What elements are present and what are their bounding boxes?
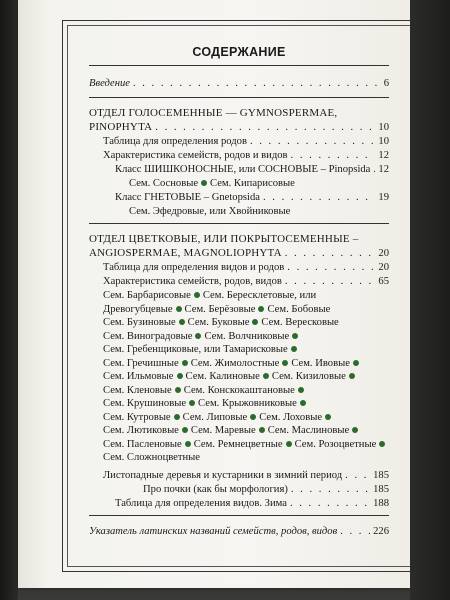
family-line	[103, 330, 301, 343]
toc-entry-page: 185	[373, 484, 389, 495]
family-line	[129, 205, 290, 218]
leader-dots	[291, 149, 376, 162]
toc-entry-page: 20	[378, 248, 389, 259]
toc-entry-label: Характеристика семейств, родов и видов	[103, 150, 288, 161]
toc-entry-page: 185	[373, 470, 389, 481]
family-entry[interactable]: Сем. Ильмовые	[103, 371, 174, 382]
family-line	[129, 177, 295, 190]
toc-entry-label: Класс ШИШКОНОСНЫЕ, или СОСНОВЫЕ – Pinopsida	[115, 164, 371, 175]
part1-heading-line2: PINOPHYTA	[89, 121, 153, 133]
toc-entry-part1[interactable]	[89, 121, 389, 134]
family-line	[103, 303, 330, 316]
toc-entry-label: Таблица для определения видов и родов	[103, 262, 285, 273]
toc-entry-label: Характеристика семейств, родов, видов	[103, 276, 282, 287]
bullet-icon	[175, 387, 181, 393]
toc-entry-label: Указатель латинских названий семейств, родов, видов	[89, 526, 338, 537]
bullet-icon	[250, 414, 256, 420]
toc-entry-page: 12	[378, 164, 389, 175]
family-entry[interactable]: Сем. Барбарисовые	[103, 290, 191, 301]
bullet-icon	[185, 441, 191, 447]
toc-entry-buds[interactable]	[143, 483, 389, 496]
family-entry[interactable]: Сем. Кутровые	[103, 411, 171, 423]
leader-dots	[133, 77, 381, 90]
bullet-icon	[353, 360, 359, 366]
leader-dots	[155, 121, 375, 134]
family-line	[103, 411, 334, 424]
toc-entry-class-gnetopsida[interactable]	[115, 191, 389, 204]
bullet-icon	[182, 360, 188, 366]
family-entry[interactable]: Сем. Кизиловые	[271, 371, 346, 382]
bullet-icon	[201, 180, 207, 186]
toc-entry-page: 20	[378, 262, 389, 273]
family-line	[103, 343, 300, 356]
family-entry[interactable]: Сем. Бобовые	[267, 303, 331, 315]
toc-entry-characteristics[interactable]	[103, 149, 389, 162]
family-entry[interactable]: Сем. Ивовые	[291, 357, 350, 369]
toc-entry-characteristics-2[interactable]	[103, 275, 389, 288]
part1-heading-line1[interactable]: ОТДЕЛ ГОЛОСЕМЕННЫЕ — GYMNOSPERMAE,	[89, 107, 338, 119]
family-line	[103, 451, 200, 464]
bullet-icon	[352, 427, 358, 433]
bullet-icon	[176, 306, 182, 312]
book-edge-shadow	[410, 0, 450, 600]
family-line	[103, 357, 362, 370]
book-spine-shadow	[0, 0, 18, 600]
family-entry[interactable]: Сем. Сложноцветные	[103, 452, 200, 463]
toc-entry-label: Введение	[89, 78, 130, 89]
leader-dots	[285, 247, 376, 260]
toc-entry-page: 65	[378, 276, 389, 287]
bullet-icon	[179, 319, 185, 325]
family-line	[103, 397, 309, 410]
family-entry[interactable]: Сем. Лоховые	[259, 411, 323, 423]
family-entry[interactable]: Сем. Жимолостные	[190, 357, 280, 369]
family-entry[interactable]: Древогубцевые	[103, 303, 173, 315]
family-entry[interactable]: Сем. Ремнецветные	[193, 438, 283, 450]
family-entry[interactable]: Сем. Бересклетовые, или	[202, 290, 317, 301]
toc-entry-label: Про почки (как бы морфология)	[143, 484, 288, 495]
bullet-icon	[379, 441, 385, 447]
family-entry[interactable]: Сем. Волчниковые	[204, 330, 290, 342]
bullet-icon	[349, 373, 355, 379]
bullet-icon	[174, 414, 180, 420]
toc-entry-page: 10	[378, 136, 389, 147]
family-entry[interactable]: Сем. Эфедровые, или Хвойниковые	[129, 206, 291, 217]
toc-entry-winter[interactable]	[103, 469, 389, 482]
family-entry[interactable]: Сем. Липовые	[182, 411, 248, 423]
family-line	[103, 289, 316, 302]
family-entry[interactable]: Сем. Вересковые	[261, 317, 339, 328]
family-entry[interactable]: Сем. Гречишные	[103, 357, 179, 369]
bullet-icon	[300, 400, 306, 406]
bullet-icon	[258, 306, 264, 312]
bullet-icon	[292, 333, 298, 339]
toc-entry-page: 12	[378, 150, 389, 161]
bullet-icon	[195, 333, 201, 339]
toc-entry-page: 10	[378, 122, 389, 133]
toc-entry-page: 188	[373, 498, 389, 509]
family-entry[interactable]: Сем. Буковые	[187, 317, 250, 328]
family-entry[interactable]: Сем. Сосновые	[129, 178, 199, 189]
toc-entry-label: Таблица для определения видов. Зима	[115, 498, 287, 509]
part2-heading-line1[interactable]: ОТДЕЛ ЦВЕТКОВЫЕ, ИЛИ ПОКРЫТОСЕМЕННЫЕ –	[89, 233, 359, 245]
page-border-frame	[62, 20, 416, 572]
family-entry[interactable]: Сем. Лютиковые	[103, 425, 179, 436]
leader-dots	[291, 483, 370, 496]
family-entry[interactable]: Сем. Маслиновые	[267, 425, 350, 436]
leader-dots	[287, 261, 375, 274]
section-rule	[89, 223, 389, 224]
page-title: СОДЕРЖАНИЕ	[192, 45, 286, 59]
family-entry[interactable]: Сем. Кленовые	[103, 384, 172, 396]
leader-dots	[263, 191, 375, 204]
toc-entry-label: Листопадные деревья и кустарники в зимний период	[103, 470, 343, 481]
section-rule	[89, 515, 389, 516]
bullet-icon	[252, 319, 258, 325]
family-entry[interactable]: Сем. Крыжовниковые	[198, 398, 297, 409]
family-line	[103, 370, 358, 383]
family-entry[interactable]: Сем. Розоцветные	[294, 438, 377, 450]
family-line	[103, 438, 388, 451]
toc-entry-label: Класс ГНЕТОВЫЕ – Gnetopsida	[115, 192, 260, 203]
family-entry[interactable]: Сем. Гребенщиковые, или Тамарисковые	[103, 344, 288, 355]
toc-entry-winter-table[interactable]	[115, 497, 389, 510]
family-entry[interactable]: Сем. Калиновые	[185, 371, 260, 382]
family-line	[103, 316, 339, 329]
leader-dots	[373, 163, 375, 176]
section-rule	[89, 97, 389, 98]
leader-dots	[340, 525, 370, 538]
family-entry[interactable]: Сем. Крушиновые	[103, 398, 187, 409]
bullet-icon	[282, 360, 288, 366]
toc-entry-intro[interactable]	[89, 77, 389, 90]
bullet-icon	[298, 387, 304, 393]
family-entry[interactable]: Сем. Маревые	[190, 425, 256, 436]
leader-dots	[250, 135, 375, 148]
bullet-icon	[259, 427, 265, 433]
toc-entry-label: Таблица для определения родов	[103, 136, 247, 147]
bullet-icon	[189, 400, 195, 406]
leader-dots	[285, 275, 376, 288]
leader-dots	[345, 469, 370, 482]
toc-entry-part2[interactable]	[89, 247, 389, 260]
toc-entry-page: 6	[383, 78, 389, 89]
bullet-icon	[286, 441, 292, 447]
toc-entry-genus-table[interactable]	[103, 135, 389, 148]
part2-heading-line2: ANGIOSPERMAE, MAGNOLIOPHYTA	[89, 247, 282, 259]
bullet-icon	[325, 414, 331, 420]
family-entry[interactable]: Сем. Пасленовые	[103, 438, 182, 450]
family-entry[interactable]: Сем. Виноградовые	[103, 330, 193, 342]
toc-entry-page: 226	[373, 526, 389, 537]
toc-entry-index[interactable]	[89, 525, 389, 538]
leader-dots	[290, 497, 370, 510]
bullet-icon	[263, 373, 269, 379]
book-page	[18, 0, 410, 588]
bullet-icon	[177, 373, 183, 379]
family-entry[interactable]: Сем. Кипарисовые	[210, 178, 295, 189]
toc-entry-page: 19	[378, 192, 389, 203]
family-entry[interactable]: Сем. Бузиновые	[103, 317, 176, 328]
family-entry[interactable]: Сем. Берёзовые	[184, 303, 256, 315]
toc-entry-class-pinopsida[interactable]	[115, 163, 389, 176]
bullet-icon	[182, 427, 188, 433]
bullet-icon	[291, 346, 297, 352]
family-line	[103, 384, 307, 397]
family-entry[interactable]: Сем. Конскокаштановые	[183, 384, 295, 396]
family-line	[103, 424, 361, 437]
bullet-icon	[194, 292, 200, 298]
title-rule	[89, 65, 389, 66]
toc-entry-species-table[interactable]	[103, 261, 389, 274]
